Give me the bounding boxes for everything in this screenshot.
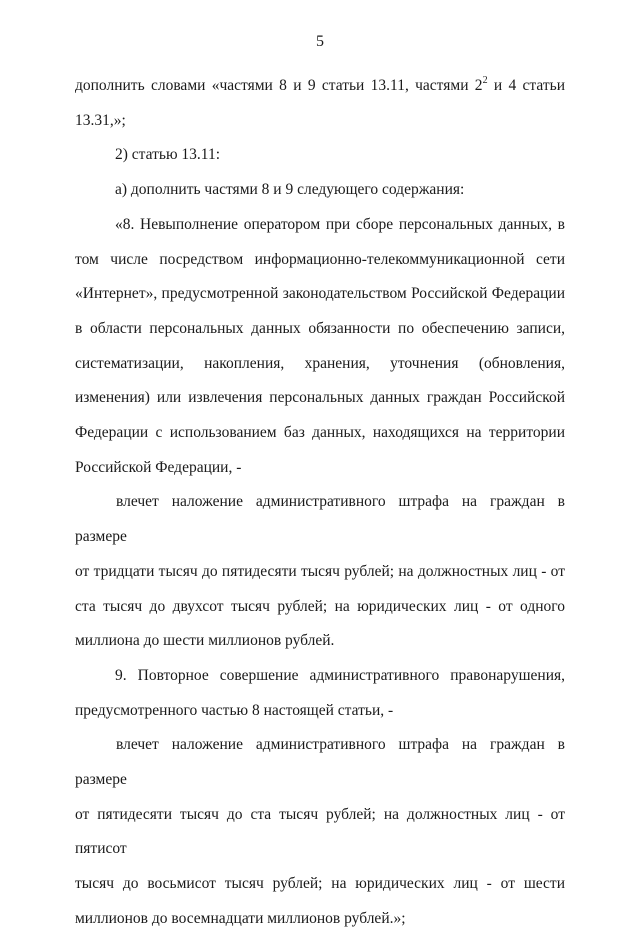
text-line: 9. Повторное совершение административного правонарушения,	[115, 666, 565, 684]
text-line: дополнить словами «частями 8 и 9 статьи 13.11, частями $2^2$ и 4 статьи	[75, 75, 565, 94]
text-line: «8. Невыполнение оператором при сборе персональных данных, в	[115, 215, 565, 233]
text-line: миллиона до шести миллионов рублей.	[75, 632, 335, 650]
text-line: «Интернет», предусмотренной законодательством Российской Федерации	[75, 285, 565, 303]
text-line: 2) статью 13.11:	[115, 146, 221, 164]
text-line: влечет наложение административного штрафа на граждан в размере	[75, 493, 565, 546]
superscript: 2	[482, 75, 488, 86]
document-body	[75, 69, 565, 937]
text-line: от тридцати тысяч до пятидесяти тысяч рублей; на должностных лиц - от	[75, 562, 565, 580]
text-line: предусмотренного частью 8 настоящей статьи, -	[75, 701, 394, 719]
text-line: а) дополнить частями 8 и 9 следующего содержания:	[115, 181, 465, 199]
text-line: изменения) или извлечения персональных данных граждан Российской	[75, 389, 565, 407]
text-line: Российской Федерации, -	[75, 458, 242, 476]
text-line: влечет наложение административного штрафа на граждан в размере	[75, 736, 565, 789]
text-line: миллионов до восемнадцати миллионов рублей.»;	[75, 909, 406, 927]
text-line: том числе посредством информационно-телекоммуникационной сети	[75, 250, 565, 268]
page-number: 5	[316, 33, 324, 50]
text-line: ста тысяч до двухсот тысяч рублей; на юридических лиц - от одного	[75, 597, 565, 615]
text-line: систематизации, накопления, хранения, уточнения (обновления,	[75, 354, 565, 372]
text-line: в области персональных данных обязанности по обеспечению записи,	[75, 319, 565, 337]
text-line: 13.31,»;	[75, 111, 126, 129]
text-line: тысяч до восьмисот тысяч рублей; на юридических лиц - от шести	[75, 875, 565, 893]
text-line: от пятидесяти тысяч до ста тысяч рублей; на должностных лиц - от пятисот	[75, 805, 565, 858]
text-line: Федерации с использованием баз данных, находящихся на территории	[75, 424, 565, 442]
